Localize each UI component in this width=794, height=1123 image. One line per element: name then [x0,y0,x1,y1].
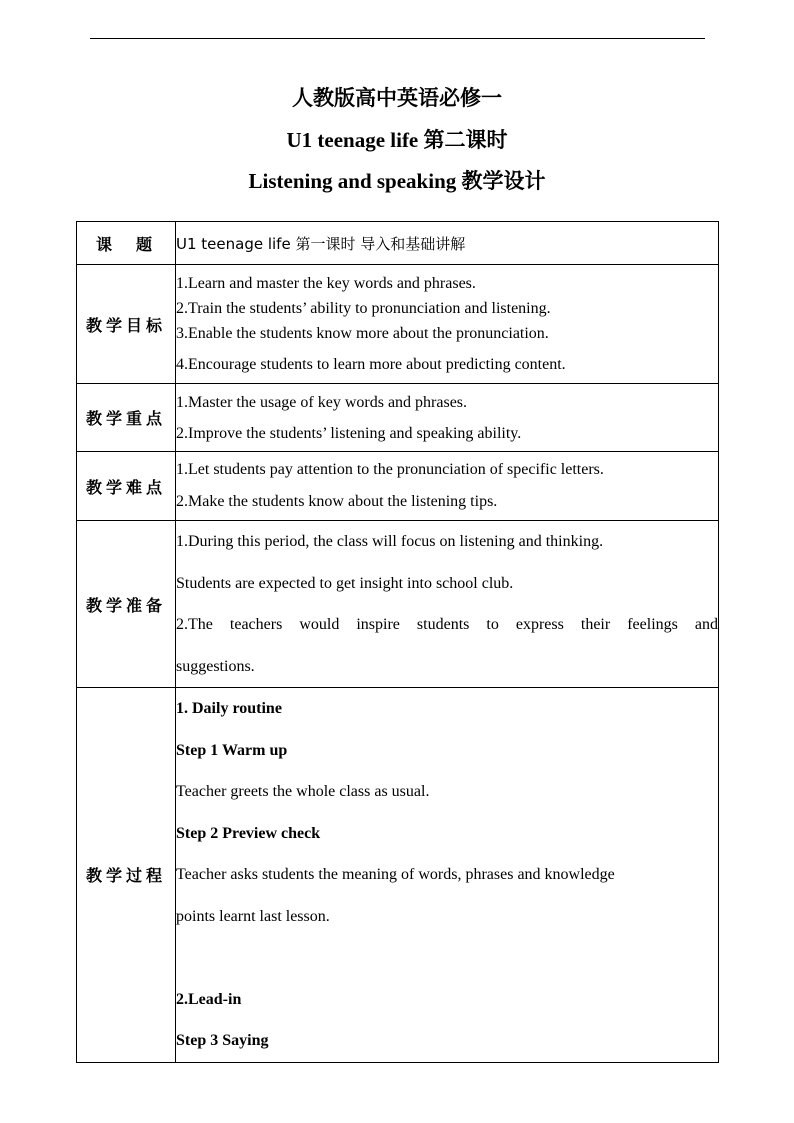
process-label: 教学过程 [77,688,176,1063]
key-points-label: 教学重点 [77,384,176,452]
step-text: Teacher greets the whole class as usual. [176,783,430,800]
difficulties-label: 教学难点 [77,452,176,521]
header-rule [90,38,705,39]
step-text: Teacher asks students the meaning of words, phrases and knowledge [176,866,615,883]
difficulty-item: 2.Make the students know about the listening tips. [176,493,498,510]
objective-item: 3.Enable the students know more about the pronunciation. [176,325,549,342]
preparation-item: 1.During this period, the class will focus on listening and thinking. [176,533,604,550]
preparation-label: 教学准备 [77,521,176,688]
table-row-process [77,688,719,1063]
topic-value: U1 teenage life 第一课时 导入和基础讲解 [176,222,719,265]
objectives-content [176,265,719,384]
table-row-objectives [77,265,719,384]
step-heading: Step 2 Preview check [176,824,321,842]
preparation-item: 2.The teachers would inspire students to express their feelings and [176,616,718,633]
objective-item: 4.Encourage students to learn more about predicting content. [176,356,566,373]
difficulties-content [176,452,719,521]
document-subtitle-unit: U1 teenage life 第二课时 [286,128,508,152]
objective-item: 2.Train the students’ ability to pronunciation and listening. [176,300,551,317]
objective-item: 1.Learn and master the key words and phrases. [176,275,476,292]
objectives-label: 教学目标 [77,265,176,384]
key-point-item: 2.Improve the students’ listening and speaking ability. [176,424,522,442]
table-row-preparation [77,521,719,688]
blank-line [176,937,718,979]
step-heading: Step 3 Saying [176,1032,269,1049]
key-points-content [176,384,719,452]
step-text: points learnt last lesson. [176,907,330,925]
preparation-content [176,521,719,688]
table-row-topic [77,222,719,265]
section-heading: 1. Daily routine [176,700,282,717]
difficulty-item: 1.Let students pay attention to the pronunciation of specific letters. [176,461,604,478]
preparation-item: Students are expected to get insight into school club. [176,574,514,592]
process-content [176,688,719,1063]
lesson-plan-table [76,221,719,1063]
topic-label: 课 题 [77,222,176,265]
table-row-difficulties [77,452,719,521]
table-row-key-points [77,384,719,452]
section-heading: 2.Lead-in [176,990,242,1008]
key-point-item: 1.Master the usage of key words and phrases. [176,393,468,411]
step-heading: Step 1 Warm up [176,741,288,759]
preparation-item: suggestions. [176,657,255,675]
document-title: 人教版高中英语必修一 [292,86,502,110]
document-subtitle-lesson: Listening and speaking 教学设计 [248,169,546,193]
